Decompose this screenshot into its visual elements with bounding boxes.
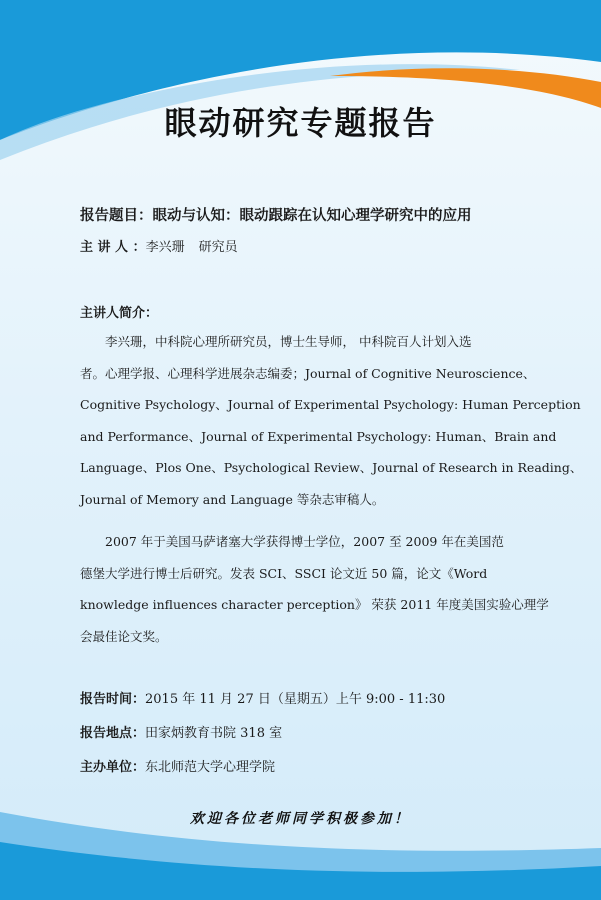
speaker-line <box>80 236 238 255</box>
host-label: 主办单位： <box>80 760 146 775</box>
speaker-title: 研究员 <box>198 240 238 255</box>
host-value: 东北师范大学心理学院 <box>145 760 276 775</box>
time-label: 报告时间： <box>80 692 146 707</box>
poster-title: 眼动研究专题报告 <box>164 104 437 142</box>
host-line <box>80 756 275 775</box>
bio-line: 会最佳论文奖。 <box>80 628 168 644</box>
bio-paragraph-1 <box>80 326 583 515</box>
welcome-message: 欢迎各位老师同学积极参加！ <box>190 811 411 827</box>
bio-paragraph-2 <box>80 526 549 652</box>
bio-line: knowledge influences character perception》 荣获 2011 年度美国实验心理学 <box>80 597 549 612</box>
bio-line: 李兴珊，中科院心理所研究员，博士生导师， 中科院百人计划入选 <box>105 334 472 349</box>
bio-line: 者。心理学报、心理科学进展杂志编委；Journal of Cognitive Neuroscience、 <box>80 365 536 381</box>
bio-line: and Performance、Journal of Experimental Psychology: Human、Brain and <box>80 428 557 444</box>
bio-line: 德堡大学进行博士后研究。发表 SCI、SSCI 论文近 50 篇，论文《Word <box>80 565 488 581</box>
place-label: 报告地点： <box>80 726 146 741</box>
speaker-label: 主 讲 人 ： <box>80 240 146 255</box>
place-line <box>80 722 282 741</box>
time-line <box>80 688 445 707</box>
place-value: 田家炳教育书院 318 室 <box>145 726 283 741</box>
topic-line <box>80 204 472 225</box>
bio-line: 2007 年于美国马萨诸塞大学获得博士学位，2007 至 2009 年在美国范 <box>105 534 504 549</box>
bio-line: Journal of Memory and Language 等杂志审稿人。 <box>80 491 385 507</box>
bio-line: Cognitive Psychology、Journal of Experimental Psychology: Human Perception <box>80 397 581 412</box>
bio-line: Language、Plos One、Psychological Review、Journal of Research in Reading、 <box>80 460 583 475</box>
topic-label: 报告题目： <box>80 208 153 224</box>
topic-text: 眼动与认知：眼动跟踪在认知心理学研究中的应用 <box>152 208 472 224</box>
intro-label: 主讲人简介： <box>80 306 159 321</box>
time-value: 2015 年 11 月 27 日（星期五）上午 9:00 - 11:30 <box>145 692 446 707</box>
speaker-name: 李兴珊 <box>145 240 185 255</box>
